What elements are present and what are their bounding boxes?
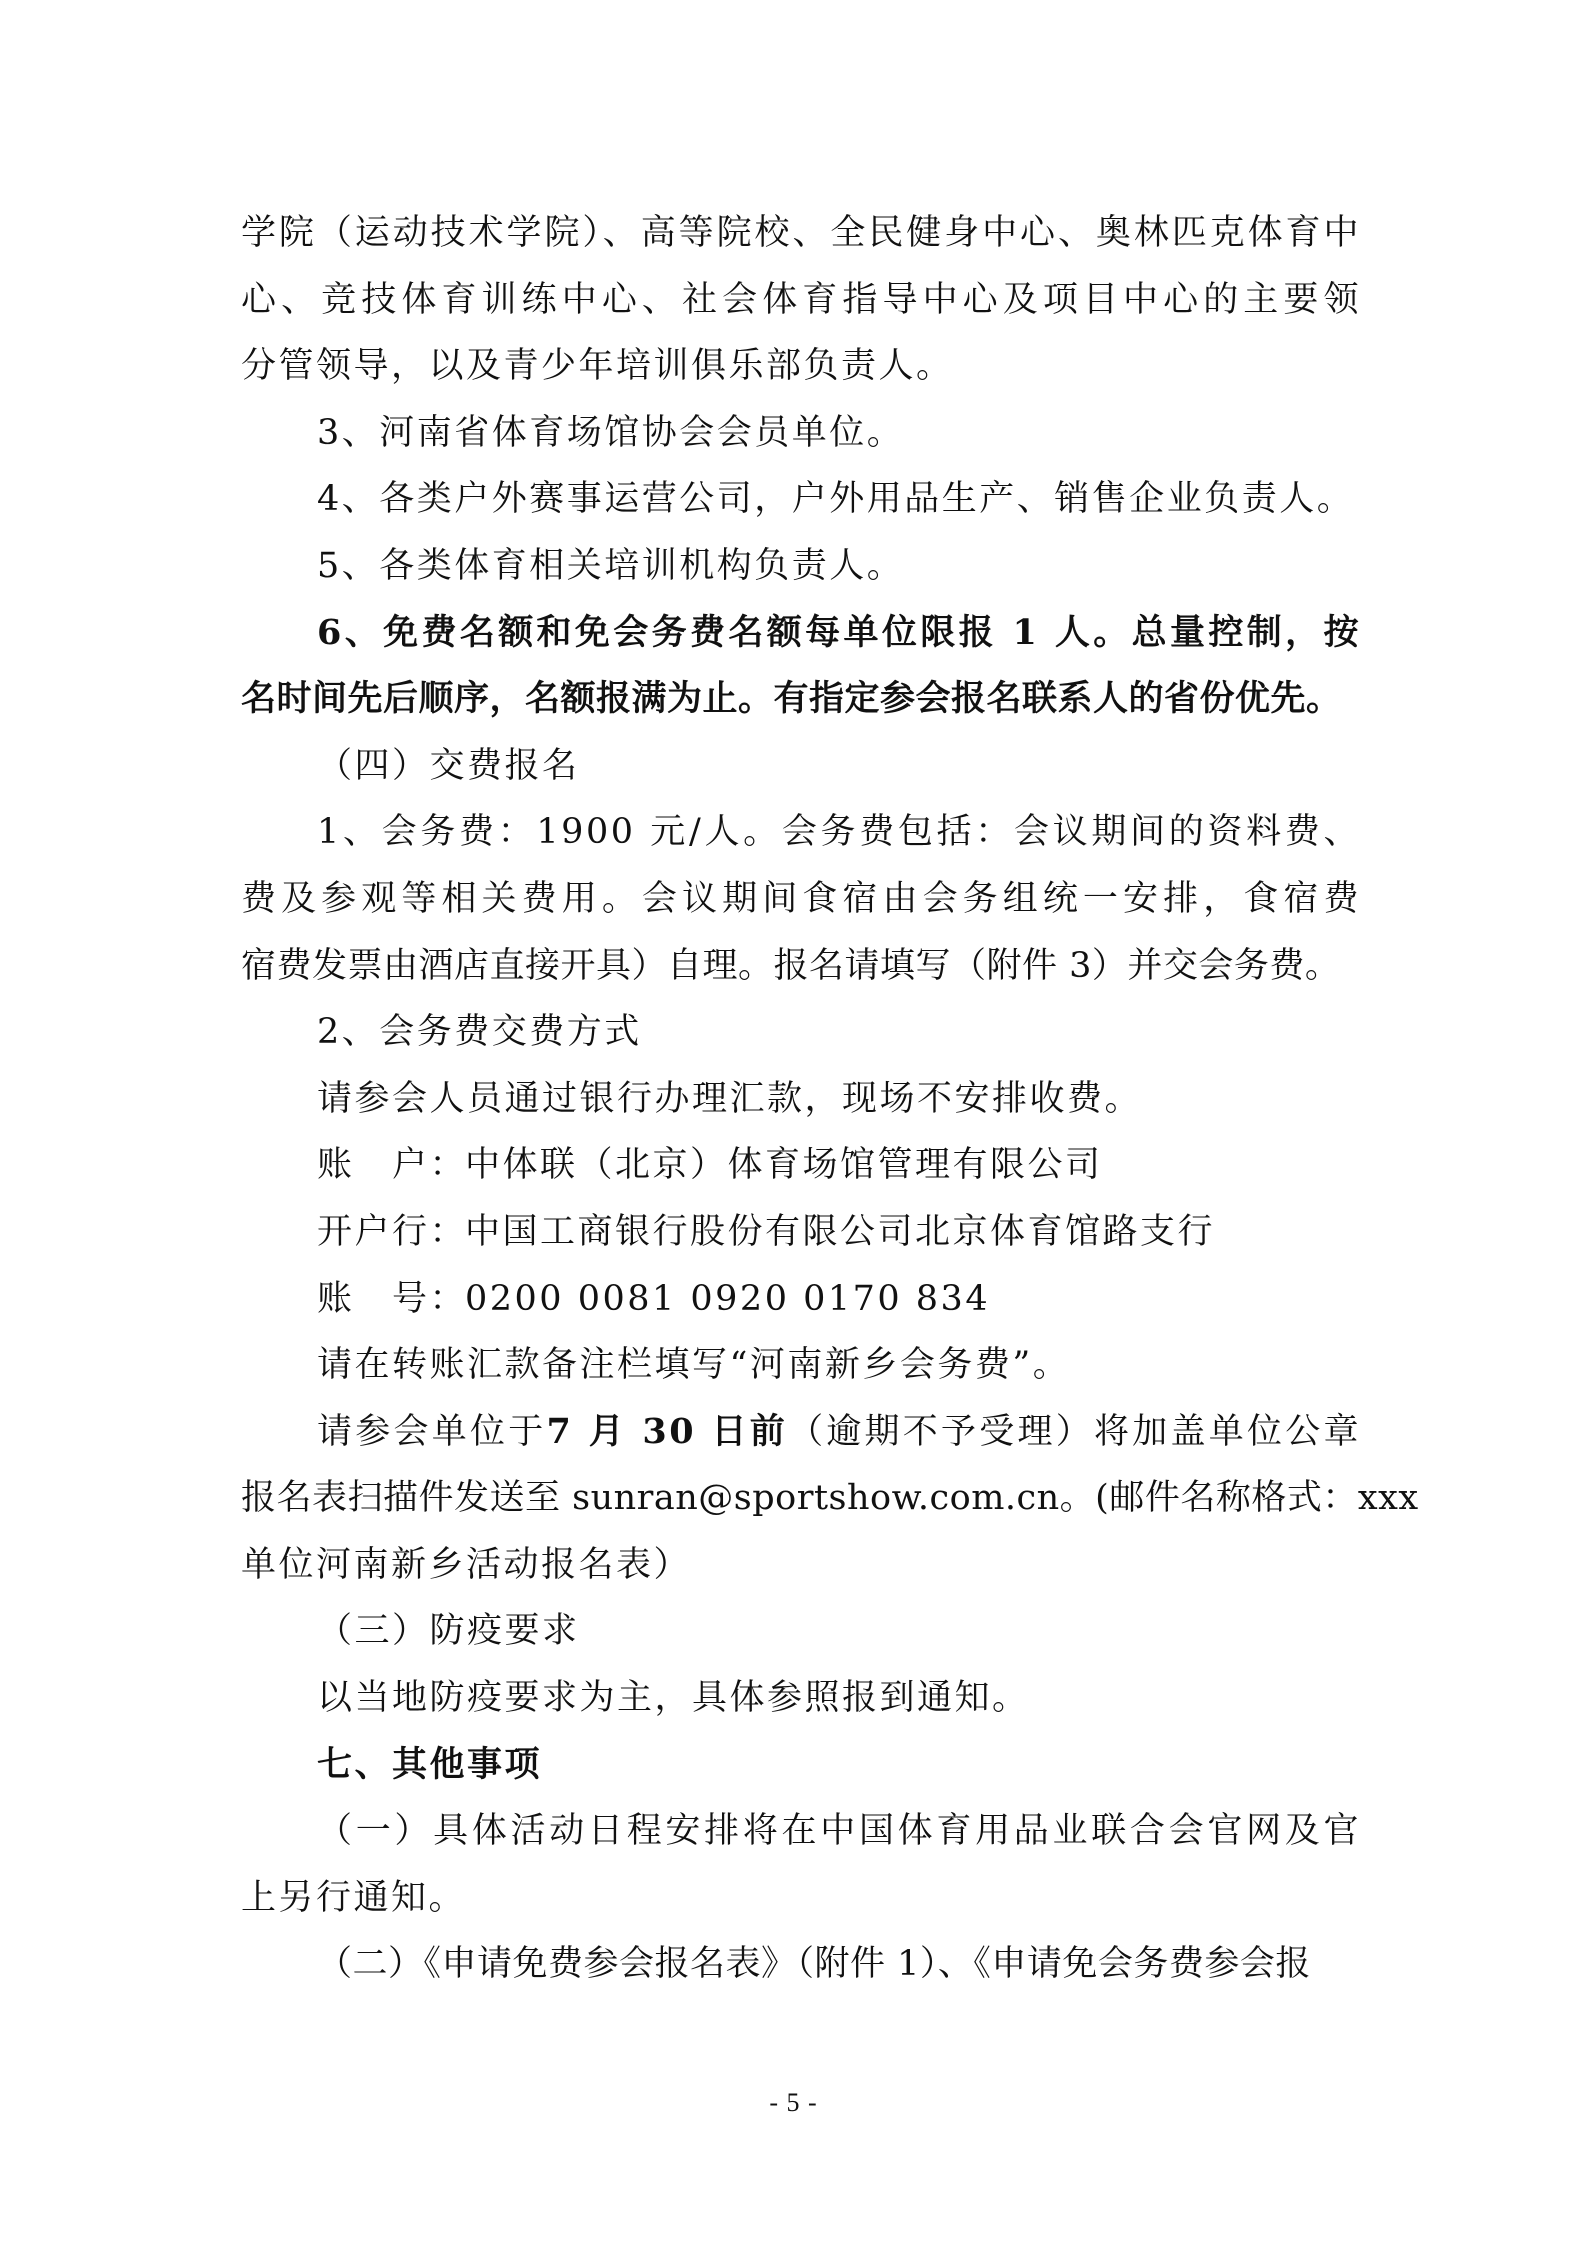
account-number-label: 账 号： [317,1278,468,1319]
account-name-row [241,1132,1361,1199]
deadline-date: 7 月 30 日前 [546,1410,789,1452]
other-item-1-line: （一）具体活动日程安排将在中国体育用品业联合会官网及官 [317,1811,1361,1852]
payment-note: 请参会人员通过银行办理汇款，现场不安排收费。 [317,1078,1143,1119]
account-number-value: 0200 0081 0920 0170 834 [465,1278,991,1319]
fee-paragraph-line: 宿费发票由酒店直接开具）自理。报名请填写（附件 3）并交会务费。 [241,945,1341,986]
account-name-value: 中体联（北京）体育场馆管理有限公司 [465,1145,1103,1186]
bank-row [241,1199,1361,1266]
list-item-6-continued: 名时间先后顺序，名额报满为止。有指定参会报名联系人的省份优先。 [241,678,1342,720]
page-number: - 5 - [769,2088,818,2117]
submit-text: 请参会单位于 [317,1411,547,1452]
other-item-1-line: 上另行通知。 [241,1877,467,1918]
chapter-heading: 七、其他事项 [317,1744,543,1785]
submit-paragraph-line: 单位河南新乡活动报名表） [241,1544,692,1585]
epidemic-requirement: 以当地防疫要求为主，具体参照报到通知。 [317,1678,1030,1719]
account-number-row [241,1266,1361,1333]
list-item-4: 4、各类户外赛事运营公司，户外用品生产、销售企业负责人。 [317,479,1355,520]
remark-instruction: 请在转账汇款备注栏填写“河南新乡会务费”。 [317,1345,1071,1386]
list-item-6: 6、免费名额和免会务费名额每单位限报 1 人。总量控制，按 [317,611,1361,653]
payment-method-title: 2、会务费交费方式 [317,1012,642,1053]
account-name-label: 账 户： [317,1145,468,1186]
bank-label: 开户行： [317,1211,468,1252]
submit-text: （逾期不予受理）将加盖单位公章 [788,1411,1361,1452]
list-item-5: 5、各类体育相关培训机构负责人。 [317,545,905,586]
paragraph-line: 学院（运动技术学院）、高等院校、全民健身中心、奥林匹克体育中 [241,213,1361,253]
paragraph-line: 心、竞技体育训练中心、社会体育指导中心及项目中心的主要领 [241,279,1361,320]
fee-paragraph-line: 费及参观等相关费用。会议期间食宿由会务组统一安排，食宿费 [241,878,1361,919]
section-heading: （三）防疫要求 [317,1611,580,1652]
other-item-2-line: （二）《申请免费参会报名表》（附件 1）、《申请免会务费参会报 [317,1944,1311,1985]
list-item-3: 3、河南省体育场馆协会会员单位。 [317,412,905,453]
paragraph-line: 分管领导，以及青少年培训俱乐部负责人。 [241,346,954,387]
bank-value: 中国工商银行股份有限公司北京体育馆路支行 [465,1211,1216,1252]
document-body [241,200,1419,1998]
submit-paragraph-line [241,1399,1361,1466]
section-heading: （四）交费报名 [317,745,580,786]
submit-paragraph-line: 报名表扫描件发送至 sunran@sportshow.com.cn。(邮件名称格式：xxx [241,1478,1419,1519]
fee-paragraph-line: 1、会务费：1900 元/人。会务费包括：会议期间的资料费、 [317,812,1361,853]
